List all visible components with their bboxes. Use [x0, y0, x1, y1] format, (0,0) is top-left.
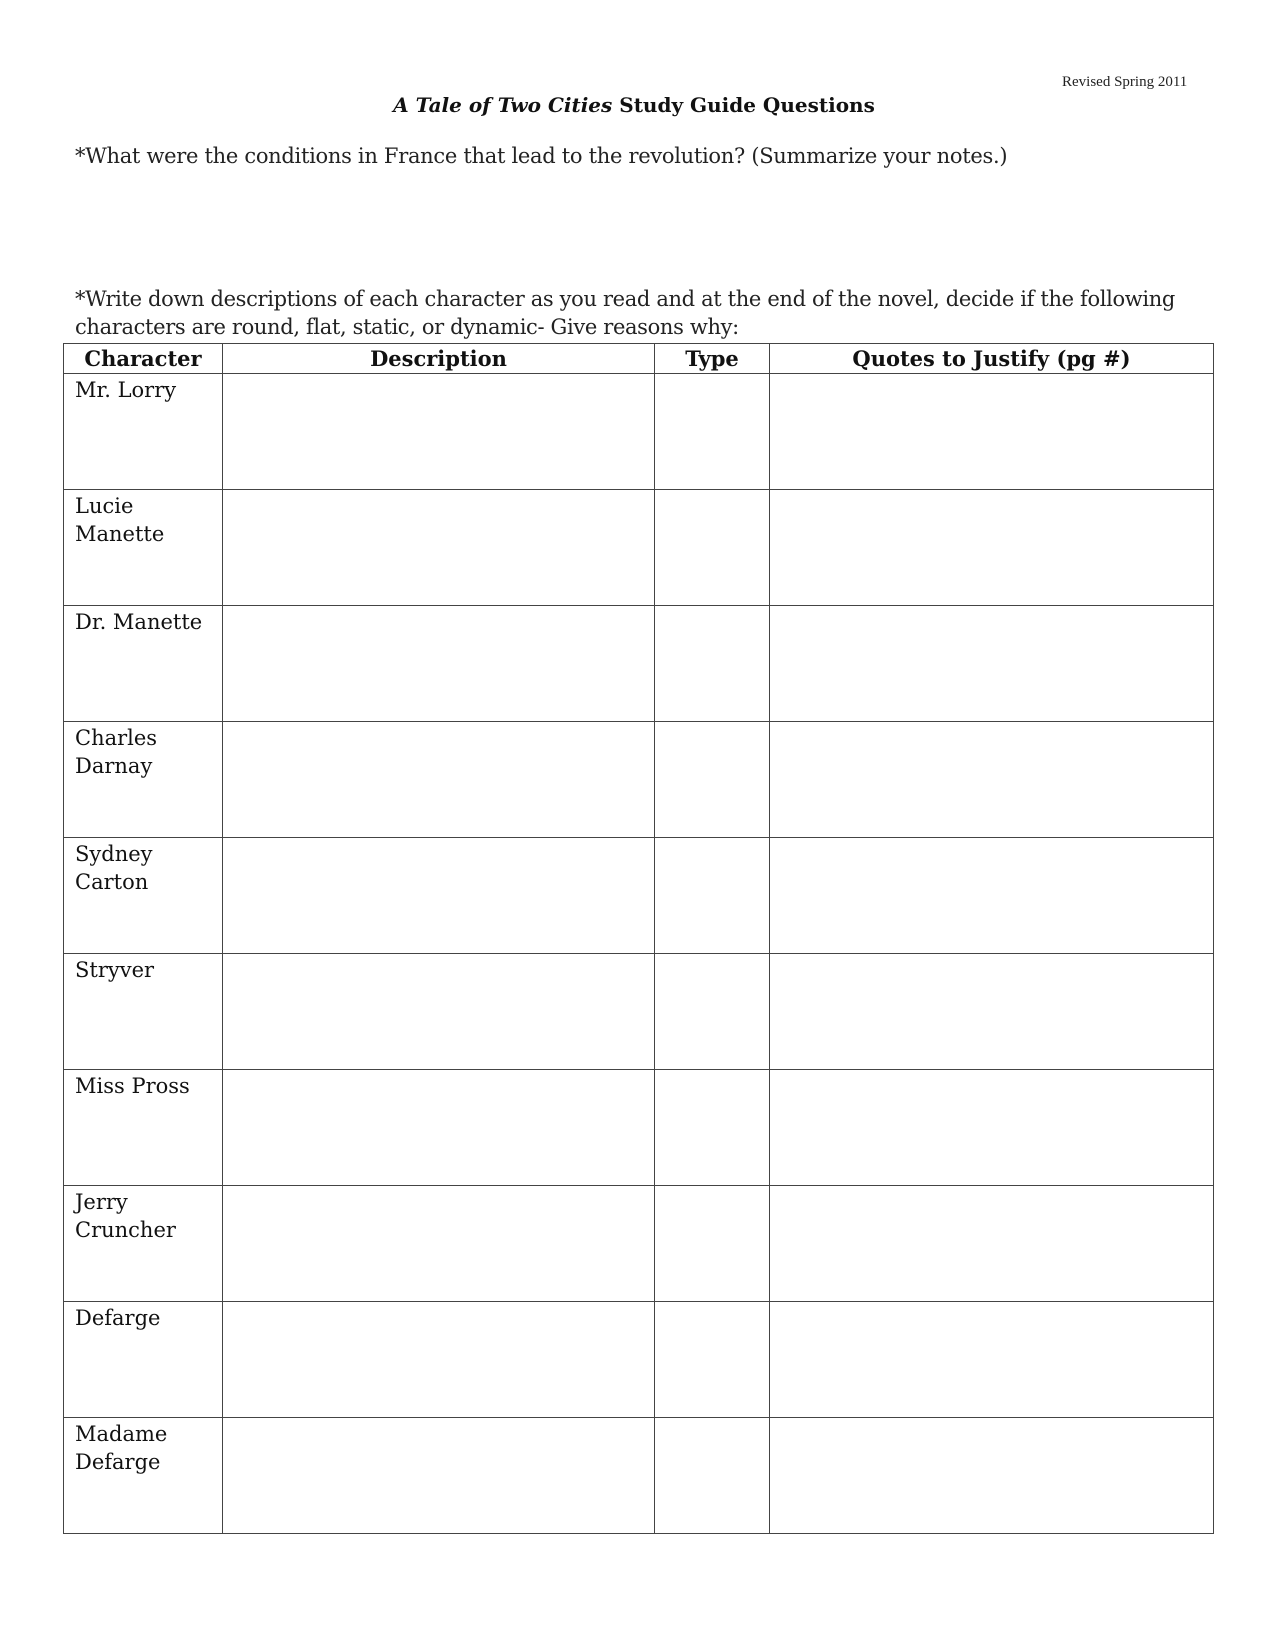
type-cell[interactable] [655, 838, 770, 954]
table-header-row [64, 344, 1214, 374]
quotes-cell[interactable] [770, 1302, 1214, 1418]
character-name: Lucie Manette [64, 490, 223, 606]
table-row [64, 954, 1214, 1070]
table-row [64, 1302, 1214, 1418]
description-cell[interactable] [223, 1186, 655, 1302]
type-cell[interactable] [655, 1418, 770, 1534]
table-row [64, 490, 1214, 606]
table-row [64, 838, 1214, 954]
type-cell[interactable] [655, 722, 770, 838]
type-cell[interactable] [655, 374, 770, 490]
quotes-cell[interactable] [770, 722, 1214, 838]
question-character-descriptions: *Write down descriptions of each character as you read and at the end of the novel, decide if the following characters are round, flat, static, or dynamic- Give reasons why: [75, 287, 1176, 339]
title-suffix: Study Guide Questions [612, 93, 875, 117]
quotes-cell[interactable] [770, 606, 1214, 722]
description-cell[interactable] [223, 1302, 655, 1418]
table-row [64, 1186, 1214, 1302]
character-name: Stryver [64, 954, 223, 1070]
character-name: Sydney Carton [64, 838, 223, 954]
description-cell[interactable] [223, 606, 655, 722]
book-title: A Tale of Two Cities [393, 93, 613, 117]
type-cell[interactable] [655, 1070, 770, 1186]
page-title [0, 93, 1268, 117]
type-cell[interactable] [655, 954, 770, 1070]
table-row [64, 1418, 1214, 1534]
table-row [64, 1070, 1214, 1186]
column-header-quotes: Quotes to Justify (pg #) [770, 344, 1214, 374]
character-name: Miss Pross [64, 1070, 223, 1186]
table-row [64, 722, 1214, 838]
quotes-cell[interactable] [770, 1186, 1214, 1302]
quotes-cell[interactable] [770, 1418, 1214, 1534]
question-conditions-in-france: *What were the conditions in France that lead to the revolution? (Summarize your notes.) [75, 144, 1008, 168]
revision-note: Revised Spring 2011 [1062, 74, 1188, 90]
table-row [64, 374, 1214, 490]
description-cell[interactable] [223, 1418, 655, 1534]
table-row [64, 606, 1214, 722]
quotes-cell[interactable] [770, 490, 1214, 606]
character-name: Defarge [64, 1302, 223, 1418]
description-cell[interactable] [223, 490, 655, 606]
type-cell[interactable] [655, 1302, 770, 1418]
description-cell[interactable] [223, 722, 655, 838]
column-header-character: Character [64, 344, 223, 374]
description-cell[interactable] [223, 1070, 655, 1186]
character-name: Madame Defarge [64, 1418, 223, 1534]
character-name: Mr. Lorry [64, 374, 223, 490]
type-cell[interactable] [655, 606, 770, 722]
quotes-cell[interactable] [770, 838, 1214, 954]
column-header-description: Description [223, 344, 655, 374]
type-cell[interactable] [655, 490, 770, 606]
description-cell[interactable] [223, 954, 655, 1070]
quotes-cell[interactable] [770, 374, 1214, 490]
type-cell[interactable] [655, 1186, 770, 1302]
description-cell[interactable] [223, 838, 655, 954]
description-cell[interactable] [223, 374, 655, 490]
character-name: Charles Darnay [64, 722, 223, 838]
column-header-type: Type [655, 344, 770, 374]
quotes-cell[interactable] [770, 1070, 1214, 1186]
character-name: Jerry Cruncher [64, 1186, 223, 1302]
character-name: Dr. Manette [64, 606, 223, 722]
character-table [63, 343, 1214, 1534]
quotes-cell[interactable] [770, 954, 1214, 1070]
